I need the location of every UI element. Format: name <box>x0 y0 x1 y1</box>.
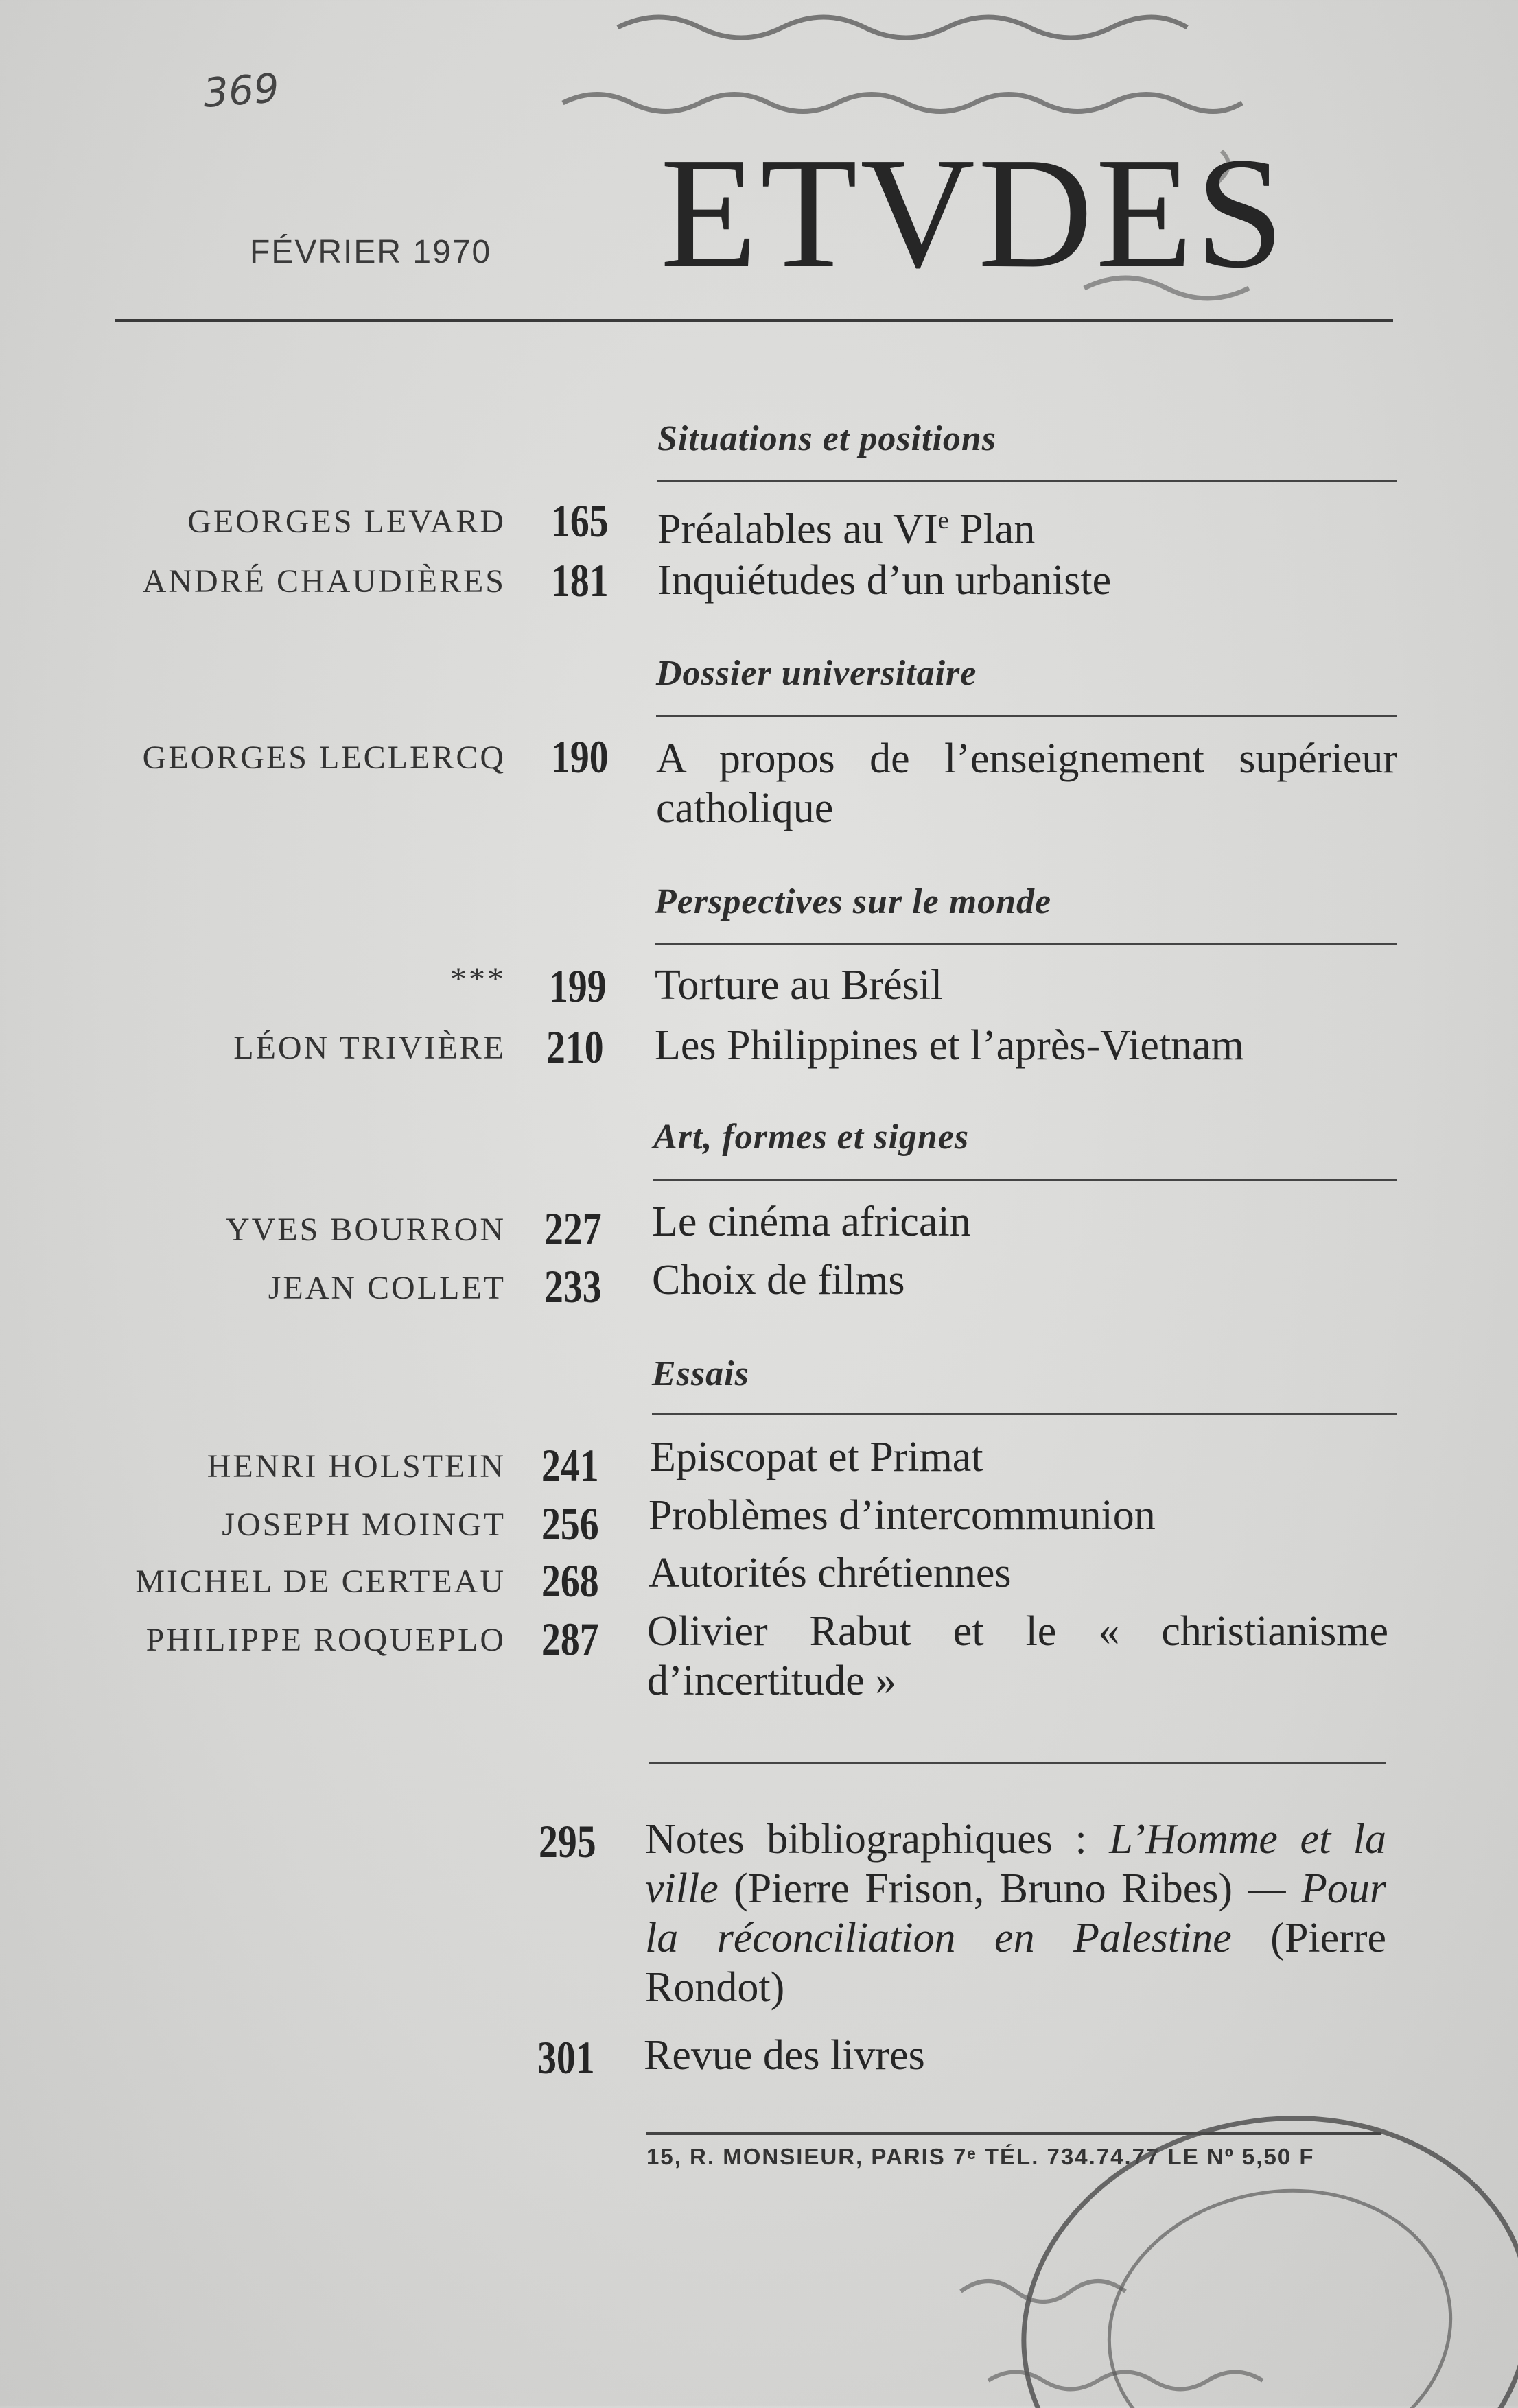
toc-page-number: 165 <box>551 495 609 547</box>
section-rule <box>655 943 1397 945</box>
handwritten-number: 369 <box>201 64 281 117</box>
toc-entry-title: Les Philippines et l’après-Vietnam <box>655 1022 1244 1069</box>
toc-author: GEORGES LECLERCQ <box>142 740 506 776</box>
toc-page-number: 199 <box>549 960 607 1012</box>
toc-entry-title: Le cinéma africain <box>652 1199 971 1245</box>
issue-date: FÉVRIER 1970 <box>250 234 492 270</box>
footer-address: 15, R. MONSIEUR, PARIS 7ᵉ TÉL. 734.74.77 LE Nº 5,50 F <box>646 2144 1315 2169</box>
toc-page-number: 268 <box>541 1555 599 1607</box>
toc-author: HENRI HOLSTEIN <box>207 1448 506 1485</box>
toc-page-number: 233 <box>544 1260 602 1312</box>
toc-page-number: 227 <box>544 1203 602 1255</box>
toc-page-number: 181 <box>551 554 609 606</box>
section-title-art: Art, formes et signes <box>653 1118 970 1157</box>
toc-page-number: 241 <box>541 1439 599 1491</box>
toc-author: ANDRÉ CHAUDIÈRES <box>142 563 506 600</box>
toc-entry-title: Olivier Rabut et le « christianisme d’incertitude » <box>647 1608 1388 1704</box>
toc-entry-title: Inquiétudes d’un urbaniste <box>657 557 1112 604</box>
toc-author: MICHEL DE CERTEAU <box>135 1563 506 1600</box>
toc-author: GEORGES LEVARD <box>187 504 506 540</box>
section-rule <box>657 480 1397 482</box>
header-rule <box>115 319 1393 322</box>
toc-author: PHILIPPE ROQUEPLO <box>145 1622 506 1658</box>
toc-entry-title: Episcopat et Primat <box>650 1434 983 1480</box>
section-rule <box>652 1413 1397 1415</box>
separator-rule <box>649 1762 1386 1764</box>
toc-entry-title: Autorités chrétiennes <box>649 1550 1012 1596</box>
toc-entry-title: Choix de films <box>652 1257 905 1303</box>
journal-masthead: ETVDES <box>660 125 1287 301</box>
toc-entry-title: Torture au Brésil <box>655 962 943 1008</box>
section-title-situations: Situations et positions <box>657 419 997 458</box>
toc-entry-title: A propos de l’enseignement supérieur catholique <box>656 735 1397 831</box>
library-stamp-circle <box>906 2092 1518 2408</box>
toc-entry-title: Préalables au VIe Plan <box>657 506 1036 553</box>
toc-page-number: 210 <box>546 1021 604 1073</box>
section-rule <box>656 715 1397 717</box>
toc-page-number: 295 <box>539 1815 596 1867</box>
toc-author: LÉON TRIVIÈRE <box>233 1030 506 1066</box>
toc-page-number: 190 <box>551 731 609 783</box>
toc-entry-title: Revue des livres <box>644 2032 925 2079</box>
toc-entry-title: Problèmes d’intercommunion <box>649 1492 1156 1539</box>
toc-author: JEAN COLLET <box>268 1270 506 1306</box>
section-title-essais: Essais <box>652 1354 749 1393</box>
toc-author: JOSEPH MOINGT <box>222 1507 506 1543</box>
toc-entry-title: Notes bibliographiques : L’Homme et la ville (Pierre Frison, Bruno Ribes) — Pour la réconciliation en Palestine (Pierre Rondot) <box>645 1816 1386 2011</box>
toc-author: YVES BOURRON <box>225 1212 506 1248</box>
section-title-perspectives: Perspectives sur le monde <box>655 882 1052 921</box>
toc-author: *** <box>450 961 506 998</box>
section-rule <box>653 1179 1397 1181</box>
toc-page-number: 287 <box>541 1613 599 1665</box>
section-title-dossier: Dossier universitaire <box>656 654 977 693</box>
toc-page-number: 301 <box>537 2031 595 2084</box>
toc-page-number: 256 <box>541 1498 599 1550</box>
